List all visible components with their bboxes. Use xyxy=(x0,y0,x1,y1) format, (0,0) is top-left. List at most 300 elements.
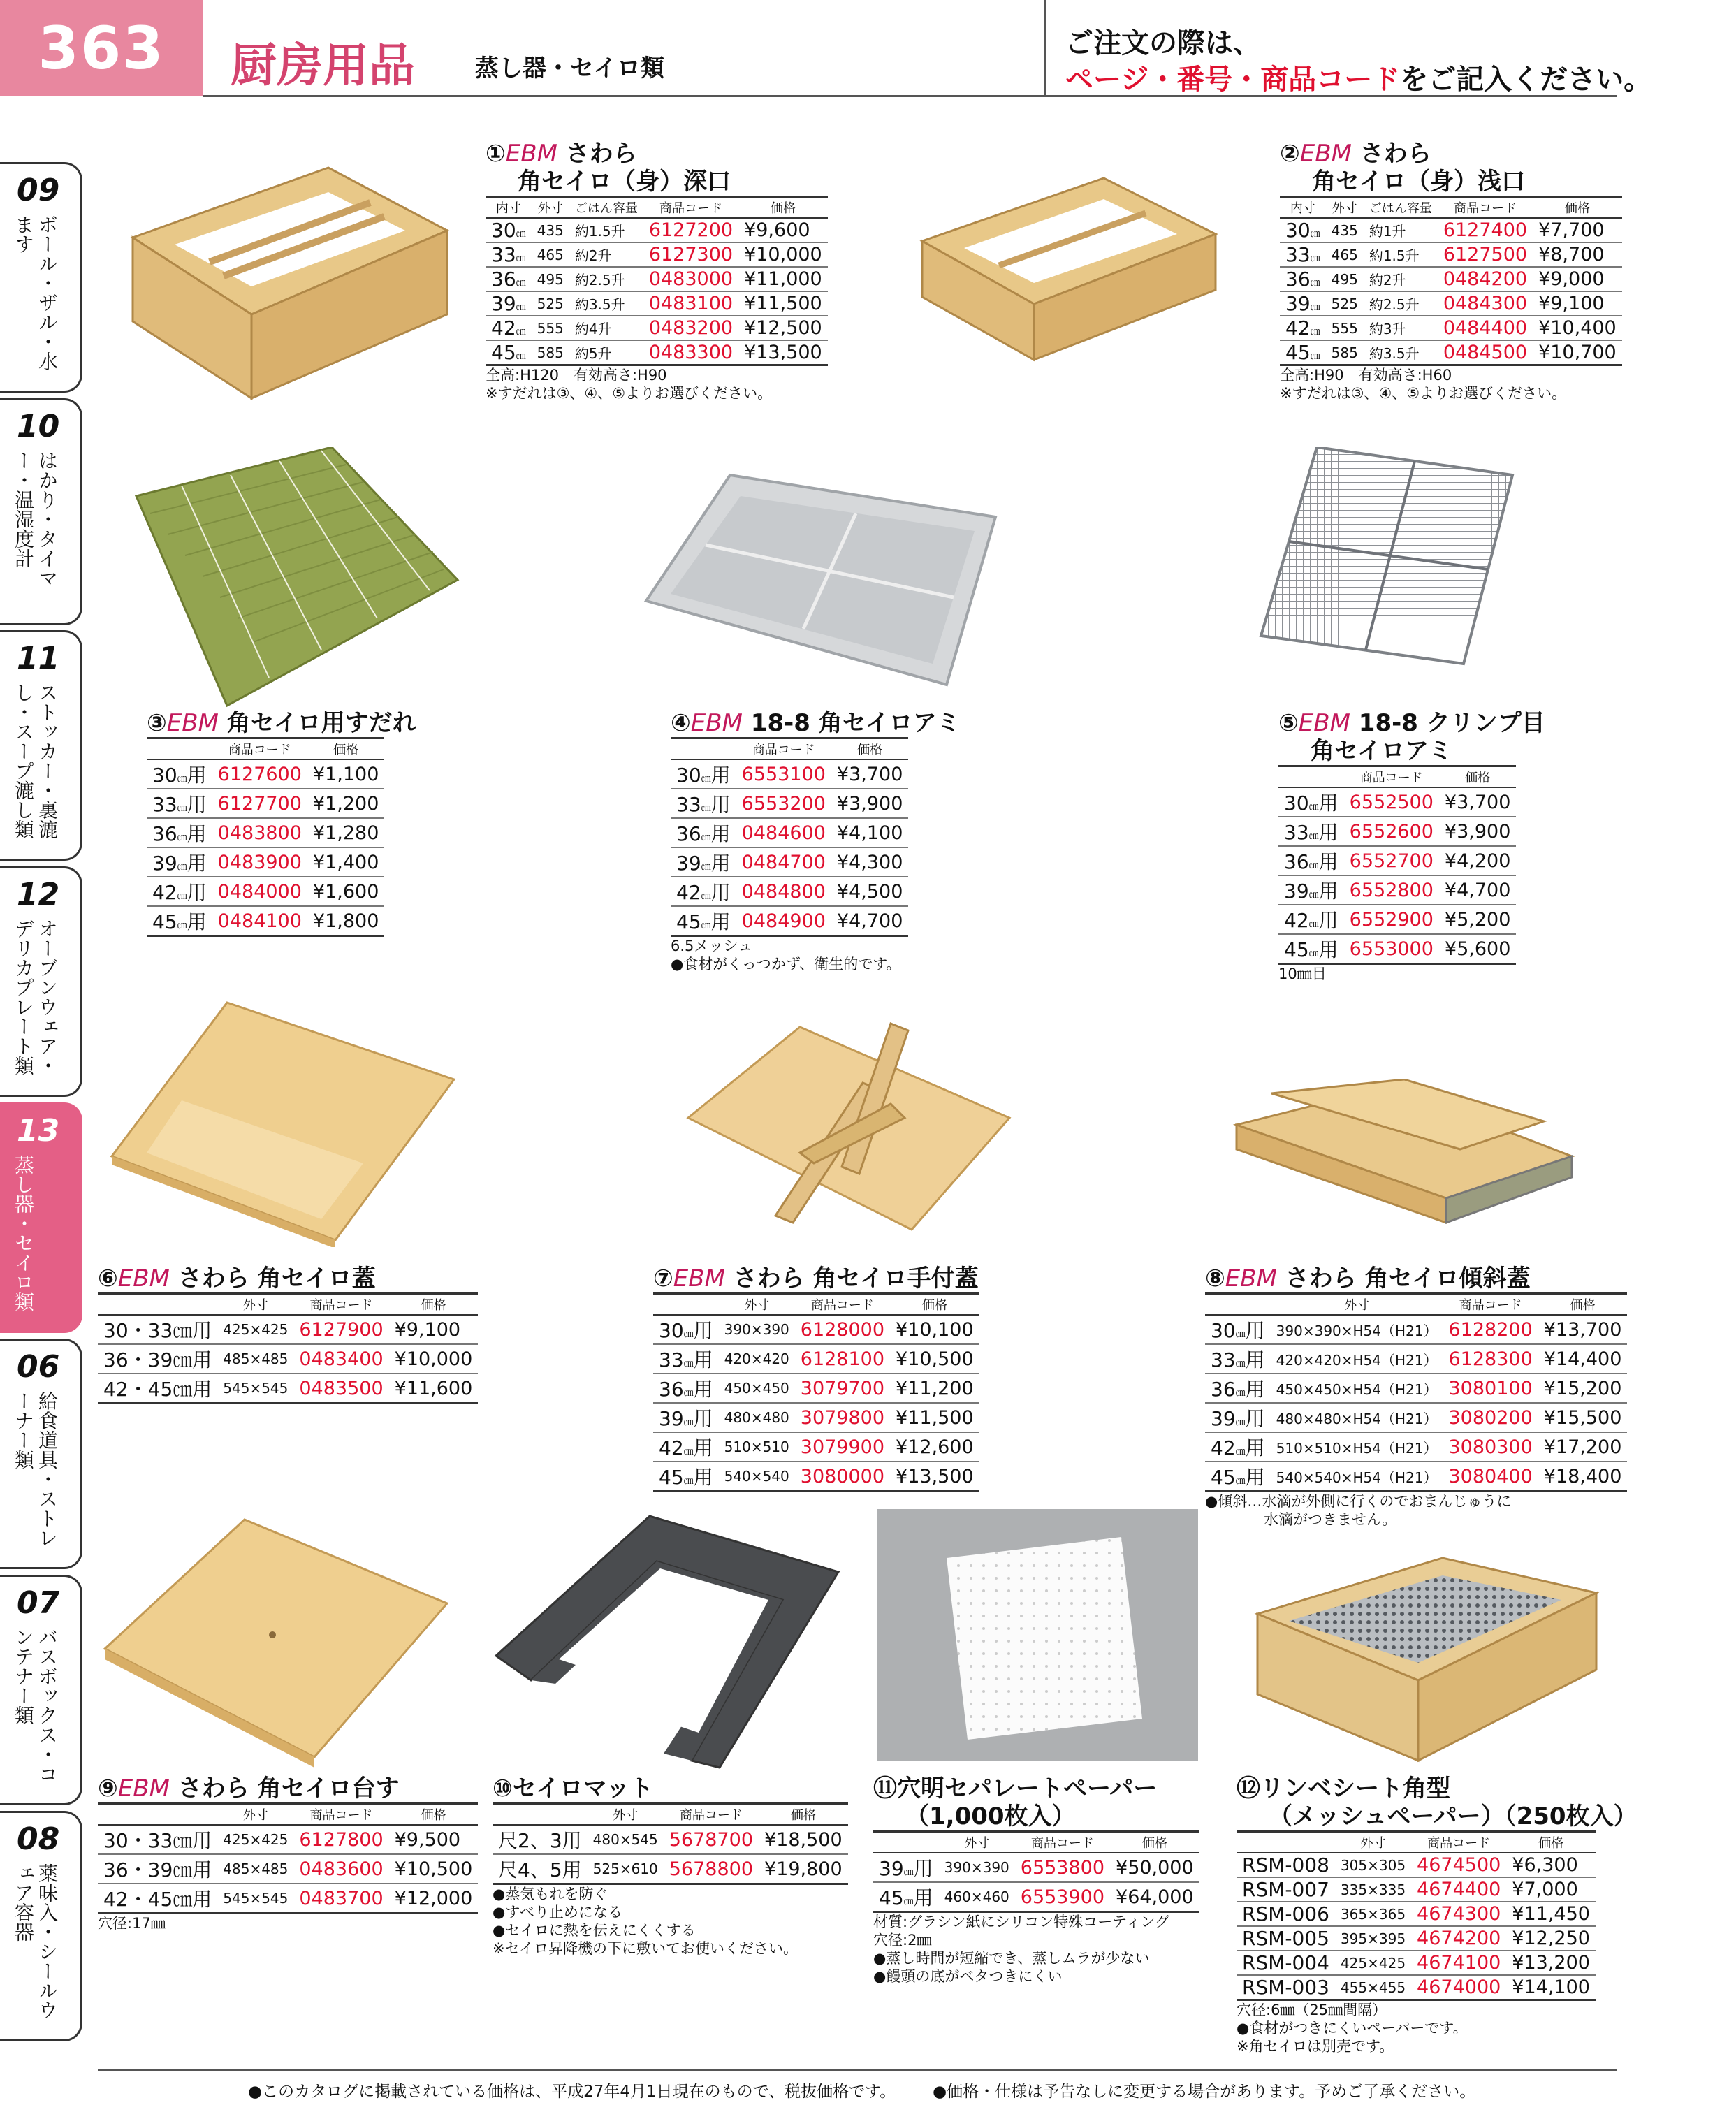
spec-cell: 420×420 xyxy=(719,1344,795,1374)
table-row xyxy=(486,340,828,365)
price: ¥13,200 xyxy=(1506,1951,1596,1975)
product-code: 6127500 xyxy=(1438,242,1533,267)
size-value: 45 xyxy=(1284,938,1309,961)
product-code: 4674200 xyxy=(1411,1926,1506,1951)
size-value: 45 xyxy=(491,341,516,364)
unit-yo: 用 xyxy=(1318,909,1339,932)
unit-cm: ㎝ xyxy=(701,920,711,931)
spec-cell: 465 xyxy=(532,242,569,267)
size-value: 33 xyxy=(1211,1348,1236,1371)
size-value: 30 xyxy=(1285,219,1311,242)
table-row xyxy=(1280,218,1622,242)
price: ¥1,600 xyxy=(307,877,384,906)
product-code: 0483900 xyxy=(212,847,307,877)
product-number: ⑤ xyxy=(1278,709,1299,737)
size-value: 30 xyxy=(1211,1319,1236,1342)
product-code: 4674000 xyxy=(1411,1975,1506,2000)
product-code: 3079800 xyxy=(795,1403,890,1432)
product-name: さわら 角セイロ傾斜蓋 xyxy=(1276,1265,1531,1292)
col-header: 価格 xyxy=(307,738,384,760)
product-table xyxy=(1237,1830,1596,2001)
spec-cell: 540×540×H54（H21） xyxy=(1271,1462,1443,1492)
spec-cell: 545×545 xyxy=(217,1374,293,1404)
spec-cell: 460×460 xyxy=(939,1882,1015,1912)
side-tab-08[interactable] xyxy=(0,1811,82,2041)
unit-cm: ㎝ xyxy=(683,1417,694,1428)
price: ¥12,600 xyxy=(890,1432,979,1462)
size-value: 39 xyxy=(659,1407,684,1430)
product-name: セイロマット xyxy=(512,1775,654,1802)
col-header: 価格 xyxy=(831,738,908,760)
spec-cell: 約3.5升 xyxy=(569,291,643,316)
product-title xyxy=(98,1265,478,1292)
col-header: 内寸 xyxy=(486,197,532,219)
unit-cm: ㎝ xyxy=(177,832,187,843)
table-row xyxy=(653,1344,979,1374)
spec-cell: 尺2、3用 xyxy=(493,1825,588,1854)
col-header: 商品コード xyxy=(212,738,307,760)
size-cell xyxy=(1280,267,1326,291)
spec-cell: RSM-008 xyxy=(1237,1853,1335,1877)
product-code: 6128200 xyxy=(1443,1315,1538,1344)
size-value: 39 xyxy=(1211,1407,1236,1430)
product-code: 6552500 xyxy=(1344,787,1439,817)
table-row xyxy=(1278,875,1516,905)
product-note: 穴径:6㎜（25㎜間隔） xyxy=(1237,2002,1387,2018)
col-header: 価格 xyxy=(1110,1832,1199,1853)
price: ¥3,700 xyxy=(831,759,908,789)
col-header: 価格 xyxy=(759,1804,848,1826)
spec-cell: 425×425 xyxy=(217,1315,293,1344)
size-cell xyxy=(1280,291,1326,316)
photo-seiro-shallow xyxy=(901,143,1230,374)
product-number: ④ xyxy=(671,709,691,737)
spec-cell: 390×390 xyxy=(939,1853,1015,1882)
product-note: ●セイロに熱を伝えにくくする xyxy=(493,1922,696,1939)
col-header: 商品コード xyxy=(795,1294,890,1316)
side-tab-10[interactable] xyxy=(0,398,82,625)
spec-cell: 480×545 xyxy=(588,1825,664,1854)
product-subtitle: （1,000枚入） xyxy=(905,1802,1076,1830)
price: ¥12,000 xyxy=(389,1884,479,1914)
table-row xyxy=(98,1315,478,1344)
price: ¥5,600 xyxy=(1439,934,1516,964)
spec-cell: RSM-006 xyxy=(1237,1902,1335,1926)
price: ¥10,100 xyxy=(890,1315,979,1344)
unit-cm: ㎝ xyxy=(516,302,526,313)
side-tab-number: 08 xyxy=(17,1821,60,1857)
product-code: 3080300 xyxy=(1443,1432,1538,1462)
spec-cell: 約2升 xyxy=(1364,267,1438,291)
product-note: 穴径:2㎜ xyxy=(873,1932,932,1949)
spec-cell: 450×450 xyxy=(719,1374,795,1403)
side-tab-09[interactable] xyxy=(0,162,82,393)
size-cell xyxy=(486,242,532,267)
product-table xyxy=(873,1830,1199,1913)
col-header: 価格 xyxy=(1538,1294,1628,1316)
size-value: 39 xyxy=(152,852,177,875)
order-notice-line2 xyxy=(1065,57,1651,97)
size-value: 36 xyxy=(659,1378,684,1401)
unit-cm: ㎝ xyxy=(516,253,526,264)
table-row xyxy=(147,906,384,936)
table-row xyxy=(873,1882,1199,1912)
product-code: 0483500 xyxy=(293,1374,388,1404)
product-code: 6553100 xyxy=(736,759,831,789)
product-code: 0484500 xyxy=(1438,340,1533,365)
side-tab-07[interactable] xyxy=(0,1575,82,1805)
side-tab-label: はかり・タイマー・温湿度計 xyxy=(12,451,59,588)
table-row xyxy=(486,242,828,267)
product-note: ●すべり止めになる xyxy=(493,1904,622,1921)
price: ¥11,000 xyxy=(738,267,828,291)
unit-yo: 用 xyxy=(1245,1436,1265,1459)
spec-cell: 555 xyxy=(532,316,569,340)
product-title xyxy=(493,1775,848,1802)
size-value: 33 xyxy=(676,793,701,816)
price: ¥17,200 xyxy=(1538,1432,1628,1462)
product-note: 6.5メッシュ xyxy=(671,938,752,954)
col-header: 商品コード xyxy=(293,1294,388,1316)
product-code: 6128300 xyxy=(1443,1344,1538,1374)
price: ¥3,900 xyxy=(831,789,908,818)
product-name: 18-8 クリンプ目 xyxy=(1350,709,1545,737)
price: ¥9,100 xyxy=(1533,291,1622,316)
unit-yo: 用 xyxy=(913,1857,933,1880)
product-code: 6127800 xyxy=(293,1825,388,1854)
size-cell xyxy=(1205,1374,1271,1403)
photo-stand-board xyxy=(98,1513,461,1771)
product-note: ●食材がつきにくいペーパーです。 xyxy=(1237,2020,1468,2037)
col-header: 内寸 xyxy=(1280,197,1326,219)
photo-steel-mesh xyxy=(639,468,1002,692)
table-row xyxy=(147,877,384,906)
table-row xyxy=(493,1825,848,1854)
col-header: ごはん容量 xyxy=(1364,197,1438,219)
product-code: 6127400 xyxy=(1438,218,1533,242)
unit-cm: ㎝ xyxy=(1308,889,1319,901)
unit-cm: ㎝ xyxy=(1235,1476,1246,1487)
spec-cell: 約3升 xyxy=(1364,316,1438,340)
size-cell xyxy=(486,267,532,291)
price: ¥4,300 xyxy=(831,847,908,877)
table-row xyxy=(671,877,908,906)
product-code: 4674300 xyxy=(1411,1902,1506,1926)
product-note: 材質:グラシン紙にシリコン特殊コーティング xyxy=(873,1914,1170,1930)
product-table xyxy=(98,1292,478,1404)
photo-seiro-mat xyxy=(489,1509,852,1775)
size-cell xyxy=(873,1882,939,1912)
size-cell xyxy=(147,818,212,847)
spec-cell: 36・39㎝用 xyxy=(98,1344,217,1374)
size-value: 36 xyxy=(152,822,177,845)
unit-yo: 用 xyxy=(1245,1319,1265,1342)
size-cell xyxy=(147,847,212,877)
size-value: 42 xyxy=(659,1436,684,1459)
spec-cell: 36・39㎝用 xyxy=(98,1854,217,1884)
product-code: 0483800 xyxy=(212,818,307,847)
size-value: 39 xyxy=(676,852,701,875)
product-number: ⑪ xyxy=(873,1775,897,1802)
product-code: 6552800 xyxy=(1344,875,1439,905)
size-cell xyxy=(671,818,736,847)
page-number: 363 xyxy=(0,0,203,96)
unit-cm: ㎝ xyxy=(1310,351,1320,362)
product-table xyxy=(653,1292,979,1492)
table-row xyxy=(1278,817,1516,846)
unit-cm: ㎝ xyxy=(903,1896,914,1907)
spec-cell: 425×425 xyxy=(217,1825,293,1854)
unit-cm: ㎝ xyxy=(701,861,711,873)
product-name: 角セイロ用すだれ xyxy=(218,709,416,737)
spec-cell: 約1.5升 xyxy=(1364,242,1438,267)
spec-cell: 395×395 xyxy=(1335,1926,1411,1951)
unit-cm: ㎝ xyxy=(177,861,187,873)
product-code: 0483100 xyxy=(643,291,738,316)
col-header: ごはん容量 xyxy=(569,197,643,219)
size-value: 42 xyxy=(491,316,516,340)
size-value: 42 xyxy=(676,881,701,904)
spec-cell: 約2升 xyxy=(569,242,643,267)
size-cell xyxy=(1278,787,1344,817)
unit-yo: 用 xyxy=(1318,880,1339,903)
unit-cm: ㎝ xyxy=(1308,948,1319,959)
spec-cell: 465 xyxy=(1326,242,1364,267)
side-tab-label: バスボックス・コンテナー類 xyxy=(12,1627,59,1784)
spec-cell: RSM-007 xyxy=(1237,1877,1335,1902)
product-11 xyxy=(873,1775,1199,1986)
unit-cm: ㎝ xyxy=(516,326,526,337)
size-value: 36 xyxy=(676,822,701,845)
col-header: 外寸 xyxy=(939,1832,1015,1853)
side-tab-label: 蒸し器・セイロ類 xyxy=(12,1155,35,1311)
product-code: 6127600 xyxy=(212,759,307,789)
unit-yo: 用 xyxy=(187,793,207,816)
unit-cm: ㎝ xyxy=(1308,801,1319,813)
price: ¥4,200 xyxy=(1439,846,1516,875)
product-subtitle: 角セイロ（身）深口 xyxy=(518,168,731,196)
size-cell xyxy=(1205,1344,1271,1374)
side-tab-label: ボール・ザル・水ます xyxy=(12,214,59,371)
table-row xyxy=(653,1403,979,1432)
unit-yo: 用 xyxy=(710,793,731,816)
product-code: 6127300 xyxy=(643,242,738,267)
product-table xyxy=(493,1802,848,1885)
spec-cell: 約5升 xyxy=(569,340,643,365)
brand-label: EBM xyxy=(117,1775,170,1802)
unit-yo: 用 xyxy=(693,1407,713,1430)
price: ¥18,500 xyxy=(759,1825,848,1854)
col-header: 外寸 xyxy=(588,1804,664,1826)
unit-yo: 用 xyxy=(710,852,731,875)
unit-yo: 用 xyxy=(693,1466,713,1489)
unit-yo: 用 xyxy=(710,764,731,787)
table-row xyxy=(1205,1432,1627,1462)
table-row xyxy=(1205,1315,1627,1344)
product-code: 0484900 xyxy=(736,906,831,936)
price: ¥10,000 xyxy=(738,242,828,267)
price: ¥64,000 xyxy=(1110,1882,1199,1912)
table-row xyxy=(1280,267,1622,291)
product-table xyxy=(486,196,828,366)
size-value: 30 xyxy=(1284,792,1309,815)
price: ¥13,500 xyxy=(890,1462,979,1492)
product-number: ⑧ xyxy=(1205,1265,1225,1292)
product-10 xyxy=(493,1775,848,1958)
product-code: 3080400 xyxy=(1443,1462,1538,1492)
product-code: 4674400 xyxy=(1411,1877,1506,1902)
price: ¥7,000 xyxy=(1506,1877,1596,1902)
price: ¥4,100 xyxy=(831,818,908,847)
product-code: 5678800 xyxy=(664,1854,759,1884)
product-table xyxy=(98,1802,478,1914)
table-row xyxy=(1237,1877,1596,1902)
spec-cell: 435 xyxy=(1326,218,1364,242)
spec-cell: 545×545 xyxy=(217,1884,293,1914)
product-note: 穴径:17㎜ xyxy=(98,1915,166,1932)
photo-seiro-deep xyxy=(105,126,468,412)
col-header: 価格 xyxy=(1506,1832,1596,1853)
size-cell xyxy=(1280,218,1326,242)
price: ¥12,250 xyxy=(1506,1926,1596,1951)
side-tab-number: 11 xyxy=(17,641,60,676)
unit-yo: 用 xyxy=(187,764,207,787)
product-note: ※角セイロは別売です。 xyxy=(1237,2038,1394,2055)
size-value: 30 xyxy=(659,1319,684,1342)
price: ¥11,450 xyxy=(1506,1902,1596,1926)
size-cell xyxy=(671,906,736,936)
size-cell xyxy=(1205,1403,1271,1432)
spec-cell: 約1.5升 xyxy=(569,218,643,242)
size-value: 30 xyxy=(152,764,177,787)
unit-cm: ㎝ xyxy=(1308,919,1319,930)
footer-price-note: ●このカタログに掲載されている価格は、平成27年4月1日現在のもので、税抜価格です。 xyxy=(248,2083,896,2101)
product-number: ⑨ xyxy=(98,1775,118,1802)
unit-yo: 用 xyxy=(187,822,207,845)
side-tab-13-active[interactable] xyxy=(0,1102,82,1333)
brand-label: EBM xyxy=(505,140,557,168)
table-row xyxy=(486,316,828,340)
table-row xyxy=(147,759,384,789)
table-row xyxy=(653,1432,979,1462)
product-code: 0484300 xyxy=(1438,291,1533,316)
table-row xyxy=(671,818,908,847)
price: ¥15,500 xyxy=(1538,1403,1628,1432)
unit-yo: 用 xyxy=(1245,1378,1265,1401)
col-header: 商品コード xyxy=(1438,197,1533,219)
unit-yo: 用 xyxy=(187,881,207,904)
product-note: 水滴がつきません。 xyxy=(1205,1511,1397,1528)
side-tab-11[interactable] xyxy=(0,630,82,861)
col-header: 価格 xyxy=(890,1294,979,1316)
size-cell xyxy=(653,1432,719,1462)
size-value: 45 xyxy=(676,910,701,933)
price: ¥11,500 xyxy=(890,1403,979,1432)
side-tab-number: 12 xyxy=(17,877,60,912)
table-row xyxy=(1280,242,1622,267)
price: ¥14,400 xyxy=(1538,1344,1628,1374)
order-notice-tail: をご記入ください。 xyxy=(1400,64,1652,96)
col-header: 商品コード xyxy=(664,1804,759,1826)
size-cell xyxy=(873,1853,939,1882)
product-name: さわら 角セイロ蓋 xyxy=(169,1265,376,1292)
product-note: ●傾斜…水滴が外側に行くのでおまんじゅうに xyxy=(1205,1493,1512,1510)
product-table xyxy=(1280,196,1622,366)
product-name: 18-8 角セイロアミ xyxy=(742,709,961,737)
table-row xyxy=(147,789,384,818)
table-row xyxy=(98,1344,478,1374)
product-code: 6128100 xyxy=(795,1344,890,1374)
side-tab-number: 10 xyxy=(17,409,60,444)
size-cell xyxy=(653,1374,719,1403)
brand-label: EBM xyxy=(673,1265,725,1292)
table-row xyxy=(98,1374,478,1404)
table-row xyxy=(486,291,828,316)
spec-cell: 450×450×H54（H21） xyxy=(1271,1374,1443,1403)
unit-cm: ㎝ xyxy=(701,891,711,902)
spec-cell: 525 xyxy=(1326,291,1364,316)
size-value: 36 xyxy=(1284,850,1309,873)
price: ¥11,200 xyxy=(890,1374,979,1403)
product-code: 6127900 xyxy=(293,1315,388,1344)
photo-perforated-paper xyxy=(877,1509,1198,1761)
product-code: 0484600 xyxy=(736,818,831,847)
size-cell xyxy=(147,906,212,936)
product-title xyxy=(147,709,416,737)
size-value: 42 xyxy=(1284,909,1309,932)
product-number: ② xyxy=(1280,140,1300,168)
unit-cm: ㎝ xyxy=(516,228,526,240)
product-code: 6552900 xyxy=(1344,905,1439,934)
category-title: 厨房用品 xyxy=(231,38,415,92)
size-cell xyxy=(671,877,736,906)
col-header: 価格 xyxy=(389,1804,479,1826)
col-header: 外寸 xyxy=(1271,1294,1443,1316)
table-row xyxy=(493,1854,848,1884)
product-code: 0484200 xyxy=(1438,267,1533,291)
unit-cm: ㎝ xyxy=(516,351,526,362)
spec-cell: 約1升 xyxy=(1364,218,1438,242)
product-number: ⑥ xyxy=(98,1265,118,1292)
product-table xyxy=(671,737,908,937)
product-subtitle: 角セイロ（身）浅口 xyxy=(1312,168,1525,196)
product-name: さわら xyxy=(557,140,637,168)
product-title xyxy=(671,709,961,737)
product-code: 3080100 xyxy=(1443,1374,1538,1403)
photo-handled-lid xyxy=(681,1020,1016,1244)
price: ¥4,700 xyxy=(1439,875,1516,905)
size-cell xyxy=(147,789,212,818)
spec-cell: 455×455 xyxy=(1335,1975,1411,2000)
side-tab-06[interactable] xyxy=(0,1339,82,1569)
col-header: 商品コード xyxy=(1344,766,1439,788)
product-note: ●蒸気もれを防ぐ xyxy=(493,1886,608,1902)
unit-cm: ㎝ xyxy=(701,832,711,843)
product-table xyxy=(147,737,384,937)
unit-cm: ㎝ xyxy=(701,803,711,814)
table-row xyxy=(486,218,828,242)
unit-cm: ㎝ xyxy=(683,1329,694,1340)
spec-cell: 480×480 xyxy=(719,1403,795,1432)
unit-cm: ㎝ xyxy=(1310,253,1320,264)
size-cell xyxy=(671,847,736,877)
spec-cell: 480×480×H54（H21） xyxy=(1271,1403,1443,1432)
size-value: 42 xyxy=(1285,316,1311,340)
side-tab-12[interactable] xyxy=(0,866,82,1097)
table-row xyxy=(1278,846,1516,875)
size-cell xyxy=(653,1403,719,1432)
size-cell xyxy=(653,1462,719,1492)
